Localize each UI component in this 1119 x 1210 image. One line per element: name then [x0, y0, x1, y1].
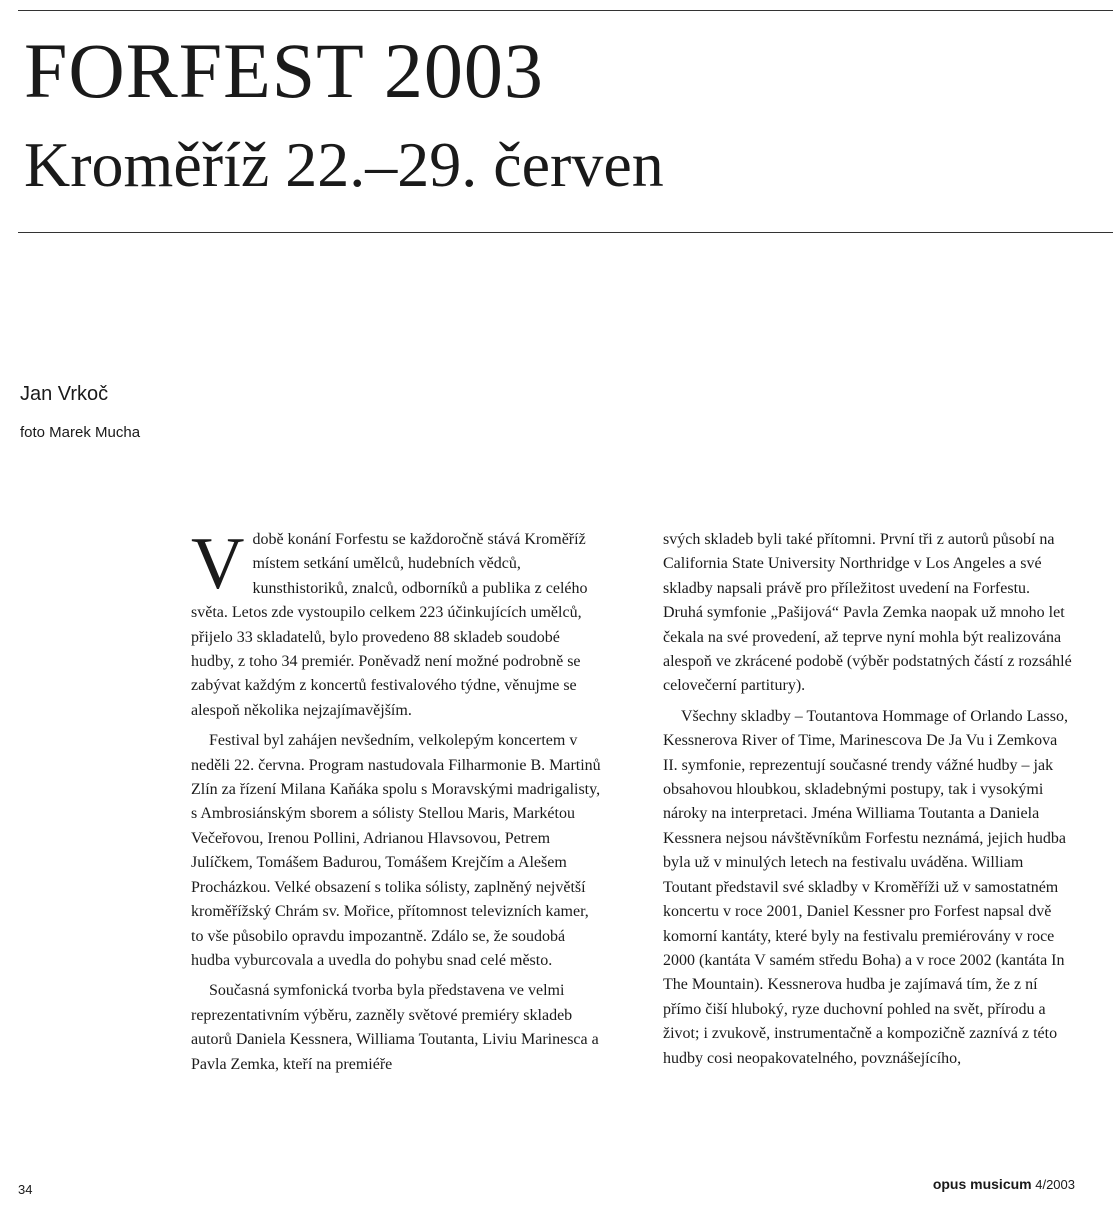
- journal-issue: 4/2003: [1035, 1177, 1075, 1192]
- paragraph: Všechny skladby – Toutantova Hommage of Orlando Lasso, Kessnerova River of Time, Marinescova De Ja Vu i Zemkova II. symfonie, reprezentují současné trendy vážné hudby – jak obsahovou hloubkou, skladebnými postupy, tak i vysokými nároky na interpretaci. Jména Williama Toutanta a Daniela Kessnera nejsou návštěvníkům Forfestu neznámá, jejich hudba byla už v minulých letech na festivalu uváděna. William Toutant představil své skladby v Kroměříži už v samostatném koncertu v roce 2001, Daniel Kessner pro Forfest napsal dvě komorní kantáty, které byly na festivalu premiérovány v roce 2000 (kantáta V samém středu Boha) a v roce 2002 (kantáta In The Mountain). Kessnerova hudba je zajímavá tím, že z ní přímo čiší hluboký, ryze duchovní pohled na svět, přírodu a život; i zvukově, instrumentačně a kompozičně zaznívá z této hudby cosi neopakovatelného, povznášejícího,: [663, 707, 1068, 1067]
- journal-footer: [933, 1176, 1075, 1192]
- article-subtitle: Kroměříž 22.–29. červen: [24, 129, 664, 200]
- article-column-right: [663, 528, 1073, 1071]
- article-column-left: [191, 523, 601, 1077]
- paragraph: Současná symfonická tvorba byla představena ve velmi reprezentativním výběru, zazněly světové premiéry skladeb autorů Daniela Kessnera, Williama Toutanta, Liviu Marinesca a Pavla Zemka, kteří na premiéře: [191, 982, 599, 1073]
- paragraph: Festival byl zahájen nevšedním, velkolepým koncertem v neděli 22. června. Program nastudovala Filharmonie B. Martinů Zlín za řízení Milana Kaňáka spolu s Moravskými madrigalisty, s Ambrosiánským sborem a sólisty Stellou Maris, Markétou Večeřovou, Irenou Pollini, Adrianou Hlavsovou, Petrem Julíčkem, Tomášem Badurou, Tomášem Krejčím a Alešem Procházkou. Velké obsazení s tolika sólisty, zaplněný největší kroměřížský Chrám sv. Mořice, přítomnost televizních kamer, to vše působilo opravdu impozantně. Zdálo se, že soudobá hudba vyburcovala a uvedla do pohybu snad celé město.: [191, 732, 601, 969]
- top-rule: [18, 10, 1113, 11]
- article-title: FORFEST 2003: [24, 27, 544, 114]
- paragraph-text: době konání Forfestu se každoročně stává Kroměříž místem setkání umělců, hudebních vědců, kunsthistoriků, znalců, odborníků a publika z celého světa. Letos zde vystoupilo celkem 223 účinkujících umělců, přijelo 33 skladatelů, bylo provedeno 88 skladeb soudobé hudby, z toho 34 premiér. Poněvadž není možné podrobně se zabývat každým z koncertů festivalového týdne, věnujme se alespoň několika nejzajímavějším.: [191, 531, 588, 719]
- journal-name: opus musicum: [932, 1176, 1032, 1192]
- photo-credit: foto Marek Mucha: [20, 424, 141, 441]
- paragraph: svých skladeb byli také přítomni. První tři z autorů působí na California State University Northridge v Los Angeles a své skladby napsali právě pro příležitost uvedení na Forfestu. Druhá symfonie „Pašijová“ Pavla Zemka naopak už mnoho let čekala na své provedení, až teprve nyní mohla být realizována alespoň ve zkrácené podobě (výběr podstatných částí z rozsáhlé celovečerní partitury).: [663, 531, 1072, 695]
- author-name: Jan Vrkoč: [20, 383, 109, 405]
- header-rule: [18, 232, 1113, 233]
- page-number: 34: [18, 1182, 33, 1197]
- drop-cap: V: [191, 523, 245, 605]
- paragraph: [191, 523, 601, 723]
